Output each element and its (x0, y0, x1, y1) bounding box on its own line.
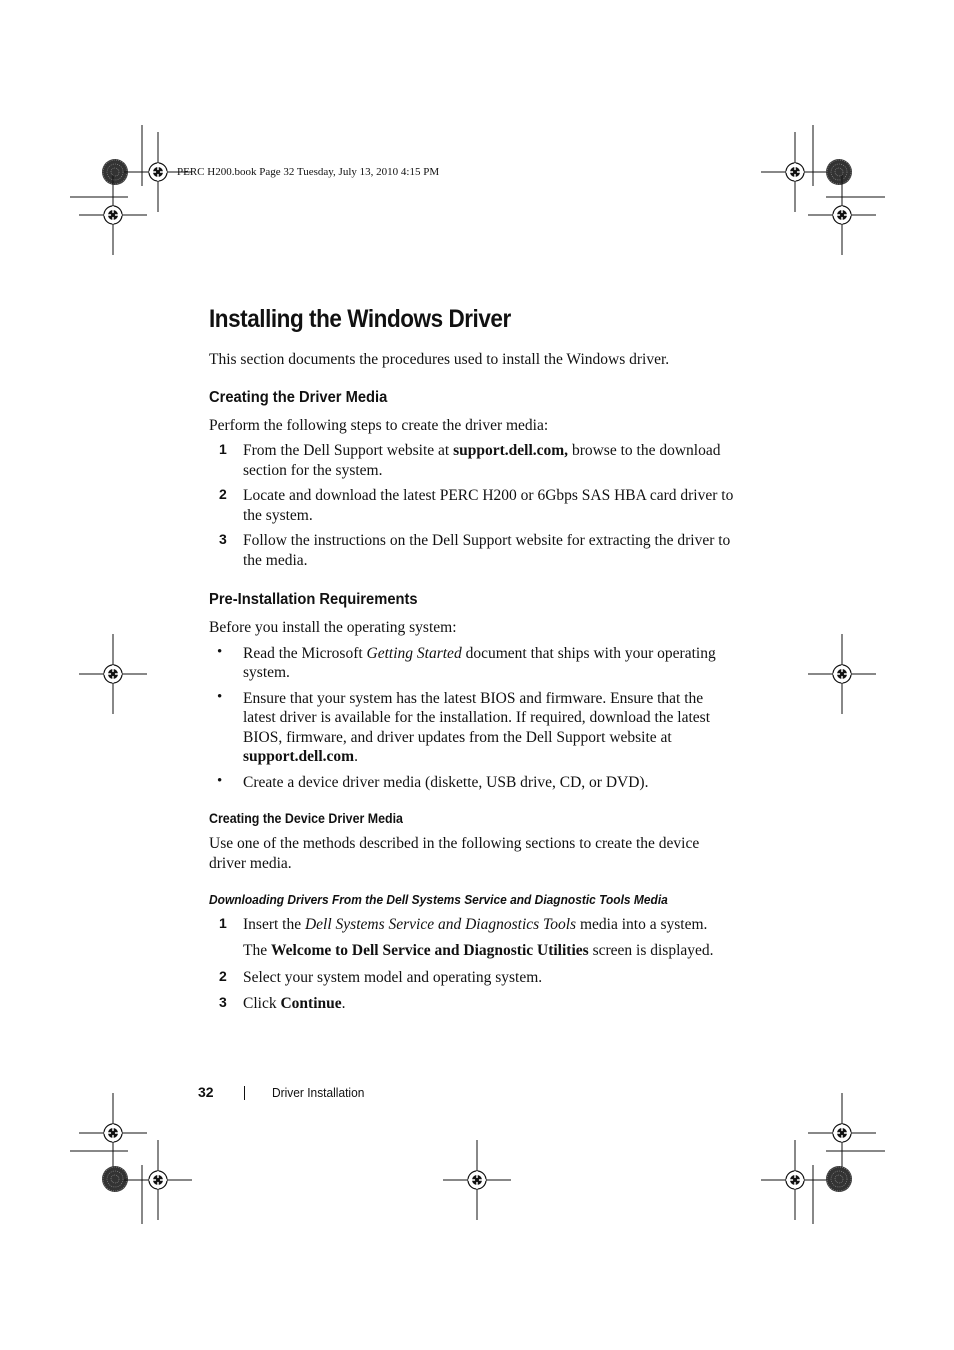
bullet-text: Create a device driver media (diskette, USB drive, CD, or DVD). (243, 773, 649, 791)
step-item (209, 531, 739, 570)
registration-crosshair (761, 132, 829, 212)
subsubsection-heading-downloading: Downloading Drivers From the Dell Systems Service and Diagnostic Tools Media (209, 892, 668, 907)
registration-crosshair (443, 1140, 511, 1220)
step-note: The Welcome to Dell Service and Diagnostic Utilities screen is displayed. (243, 941, 714, 959)
step-text: From the Dell Support website at support.dell.com, browse to the download section for the system. (243, 442, 721, 479)
section-lead: Before you install the operating system: (209, 619, 457, 636)
step-text: Select your system model and operating system. (243, 969, 543, 986)
step-number: 1 (219, 915, 227, 931)
section-heading-pre-installation: Pre-Installation Requirements (209, 591, 418, 608)
registration-wheel (826, 159, 852, 185)
page-content (209, 300, 739, 1019)
section-heading-creating-driver-media: Creating the Driver Media (209, 388, 388, 406)
step-text: Locate and download the latest PERC H200 or 6Gbps SAS HBA card driver to the system. (243, 487, 734, 524)
section-lead: Perform the following steps to create the driver media: (209, 416, 549, 434)
step-item (209, 968, 739, 988)
registration-wheel (826, 1166, 852, 1192)
support-link: support.dell.com, (453, 442, 569, 459)
step-text: Click Continue. (243, 994, 346, 1012)
footer-divider (244, 1086, 245, 1100)
step-item (209, 994, 739, 1014)
step-text: Insert the Dell Systems Service and Diagnostics Tools media into a system. (243, 916, 708, 933)
registration-crosshair (79, 1093, 147, 1173)
step-text: Follow the instructions on the Dell Support website for extracting the driver to the media. (243, 532, 731, 569)
registration-crosshair (808, 634, 876, 714)
page-title: Installing the Windows Driver (209, 305, 511, 333)
step-number: 2 (219, 486, 227, 502)
step-item (209, 486, 739, 525)
bullet-item (209, 644, 739, 683)
registration-crosshair (808, 175, 876, 255)
step-number: 3 (219, 993, 227, 1010)
step-item (209, 441, 739, 480)
registration-wheel (102, 1166, 128, 1192)
step-number: 2 (219, 968, 227, 984)
bullet-item (209, 773, 739, 793)
footer-section-title: Driver Installation (272, 1085, 365, 1100)
registration-crosshair (79, 175, 147, 255)
registration-crosshair (808, 1093, 876, 1173)
page-number: 32 (198, 1084, 214, 1100)
support-link: support.dell.com (243, 748, 355, 765)
subsection-text: Use one of the methods described in the following sections to create the device driver media. (209, 835, 700, 872)
step-item (209, 915, 739, 935)
registration-crosshair (79, 634, 147, 714)
bullet-text: Ensure that your system has the latest BIOS and firmware. Ensure that the latest driver is available for the installation. If required, download the latest BIOS, firmware, and driver updates from the Dell Support website at support.dell.com. (243, 689, 710, 765)
bullet-icon: • (217, 772, 223, 789)
step-number: 1 (219, 441, 227, 457)
bullet-item (209, 689, 739, 767)
step-number: 3 (219, 531, 227, 547)
print-header: PERC H200.book Page 32 Tuesday, July 13, 2010 4:15 PM (177, 166, 440, 178)
subsection-heading-device-media: Creating the Device Driver Media (209, 811, 403, 826)
bullet-text: Read the Microsoft Getting Started document that ships with your operating system. (243, 644, 716, 681)
bullet-icon: • (217, 643, 223, 660)
bullet-icon: • (217, 688, 223, 705)
registration-crosshair (124, 1140, 192, 1220)
registration-crosshair (761, 1140, 829, 1220)
intro-text: This section documents the procedures used to install the Windows driver. (209, 351, 670, 368)
